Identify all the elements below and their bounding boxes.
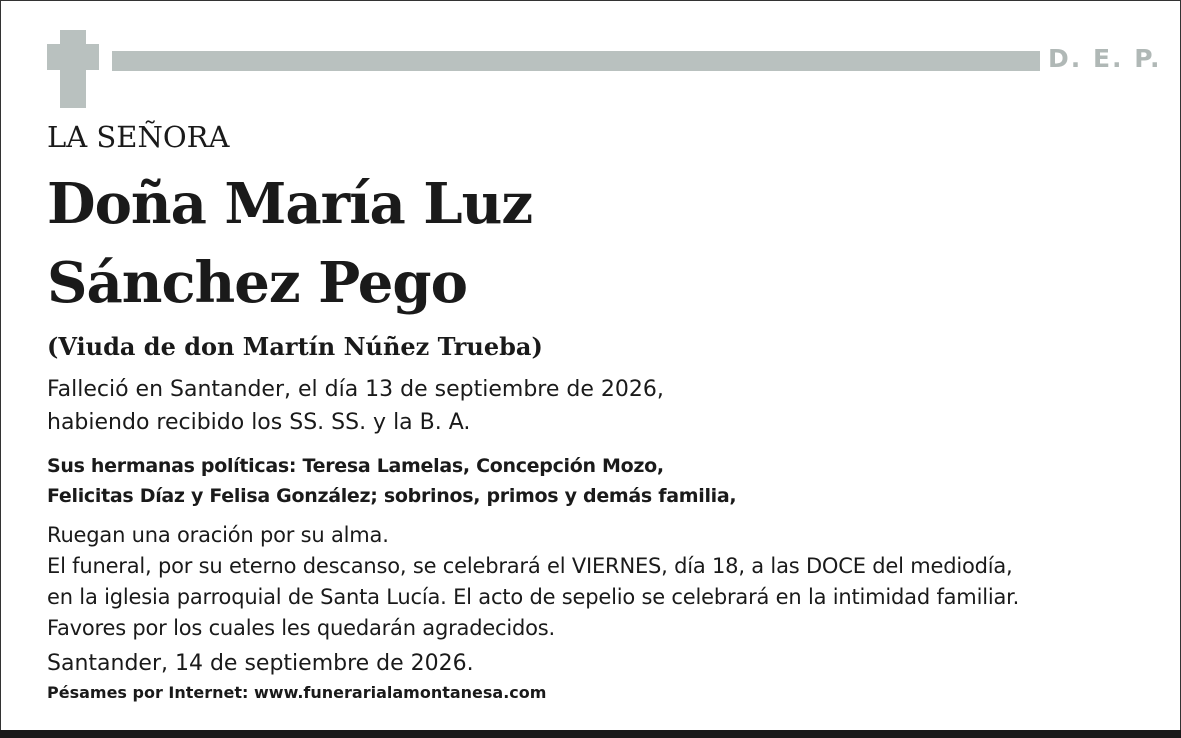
death-line: habiendo recibido los SS. SS. y la B. A.	[47, 410, 471, 435]
deceased-name-line-1: Doña María Luz	[47, 171, 533, 237]
family-line: Felicitas Díaz y Felisa González; sobrinos, primos y demás familia,	[47, 485, 737, 507]
family-paragraph	[47, 451, 736, 511]
dep-label: D. E. P.	[1048, 44, 1162, 73]
notice-line: Ruegan una oración por su alma.	[47, 523, 389, 547]
notice-line: Favores por los cuales les quedarán agradecidos.	[47, 616, 556, 640]
family-line: Sus hermanas políticas: Teresa Lamelas, Concepción Mozo,	[47, 455, 664, 477]
header-rule	[112, 51, 1040, 71]
widow-of: (Viuda de don Martín Núñez Trueba)	[47, 332, 543, 361]
place-date: Santander, 14 de septiembre de 2026.	[47, 651, 474, 676]
death-paragraph	[47, 373, 664, 439]
cross-icon-bar	[47, 44, 99, 70]
notice-line: El funeral, por su eterno descanso, se celebrará el VIERNES, día 18, a las DOCE del mediodía,	[47, 554, 1013, 578]
title-label: LA SEÑORA	[47, 120, 230, 154]
notice-paragraph	[47, 520, 1019, 644]
notice-line: en la iglesia parroquial de Santa Lucía. El acto de sepelio se celebrará en la intimidad familiar.	[47, 585, 1020, 609]
deceased-name-line-2: Sánchez Pego	[47, 250, 467, 316]
condolences-link[interactable]: Pésames por Internet: www.funerarialamontanesa.com	[47, 683, 547, 702]
bottom-bar	[0, 730, 1181, 738]
death-line: Falleció en Santander, el día 13 de septiembre de 2026,	[47, 377, 664, 402]
